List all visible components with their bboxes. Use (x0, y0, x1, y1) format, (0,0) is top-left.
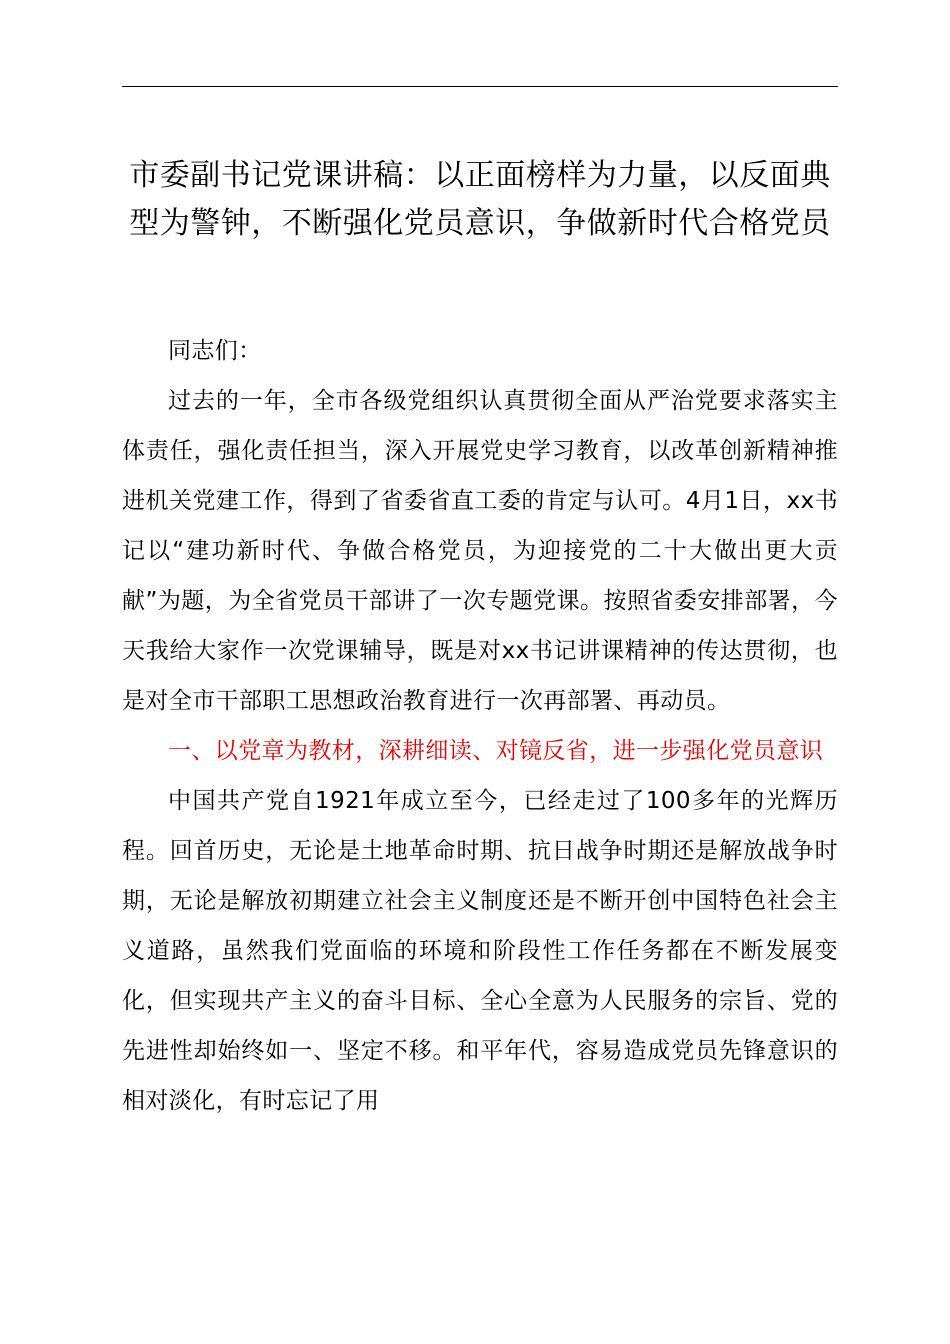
section-heading: 一、以党章为教材，深耕细读、对镜反省，进一步强化党员意识 (168, 738, 824, 764)
document-title: 市委副书记党课讲稿：以正面榜样为力量，以反面典型为警钟，不断强化党员意识，争做新时代合格党员 (129, 158, 831, 241)
document-body (122, 326, 838, 1126)
paragraph-intro: 过去的一年，全市各级党组织认真贯彻全面从严治党要求落实主体责任，强化责任担当，深入开展党史学习教育，以改革创新精神推进机关党建工作，得到了省委省直工委的肯定与认可。4月1日，xx书记以“建功新时代、争做合格党员，为迎接党的二十大做出更大贡献”为题，为全省党员干部讲了一次专题党课。按照省委安排部署，今天我给大家作一次党课辅导，既是对xx书记讲课精神的传达贯彻，也是对全市干部职工思想政治教育进行一次再部署、再动员。 (122, 388, 838, 714)
header-rule (122, 86, 838, 87)
greeting: 同志们： (168, 338, 262, 364)
paragraph-history: 中国共产党自1921年成立至今，已经走过了100多年的光辉历程。回首历史，无论是土地革命时期、抗日战争时期还是解放战争时期，无论是解放初期建立社会主义制度还是不断开创中国特色社会主义道路，虽然我们党面临的环境和阶段性工作任务都在不断发展变化，但实现共产主义的奋斗目标、全心全意为人民服务的宗旨、党的先进性却始终如一、坚定不移。和平年代，容易造成党员先锋意识的相对淡化，有时忘记了用 (122, 788, 838, 1114)
